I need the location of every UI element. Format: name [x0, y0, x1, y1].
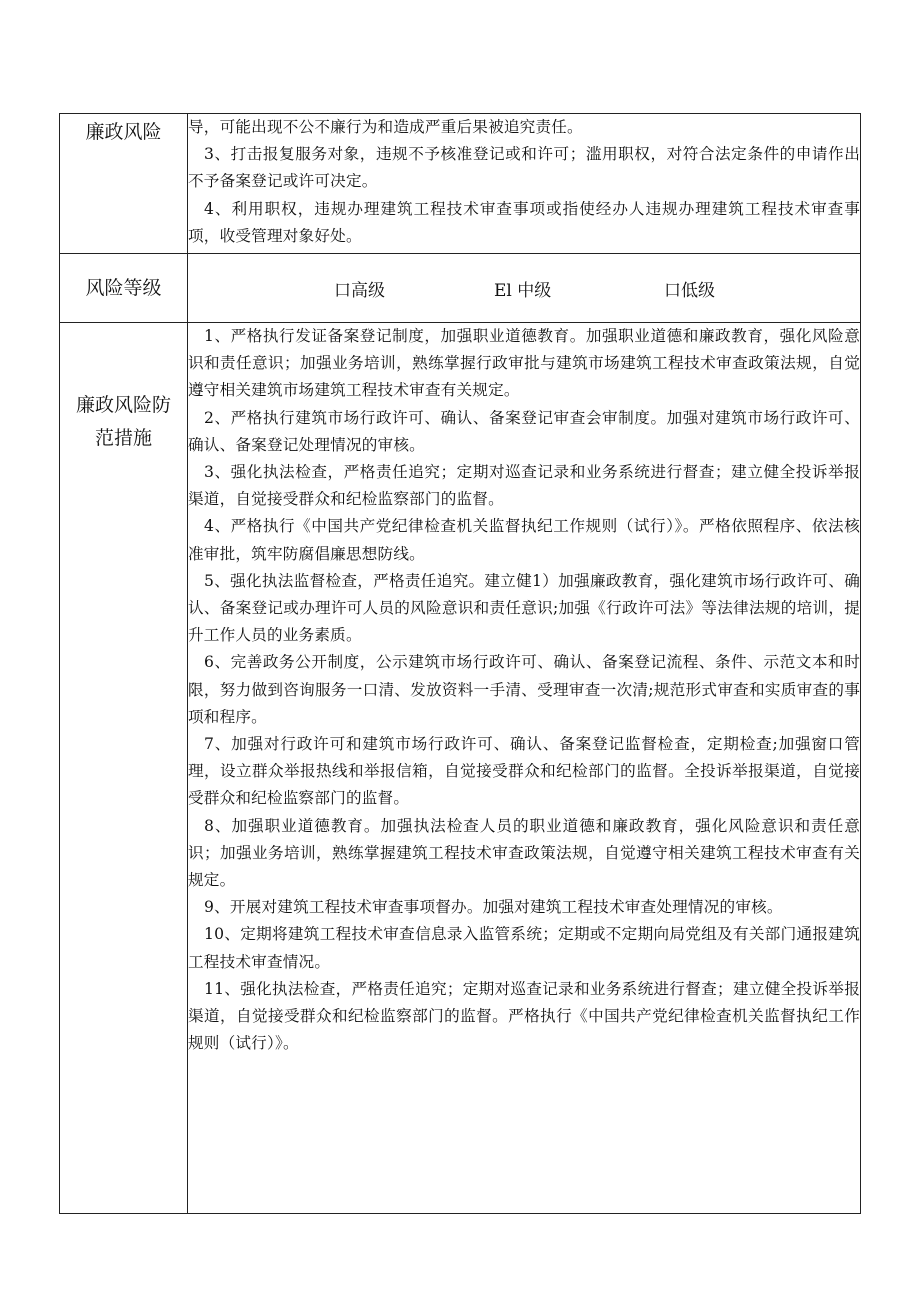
- measure-paragraph: 10、定期将建筑工程技术审查信息录入监管系统；定期或不定期向局党组及有关部门通报建筑工程技术审查情况。: [188, 925, 860, 971]
- measure-paragraph: 4、严格执行《中国共产党纪律检查机关监督执纪工作规则（试行）》。严格依照程序、依法核准审批，筑牢防腐倡廉思想防线。: [188, 517, 860, 563]
- measure-paragraph: 9、开展对建筑工程技术审查事项督办。加强对建筑工程技术审查处理情况的审核。: [204, 898, 783, 917]
- measures-row: [60, 323, 861, 1214]
- level-options-cell: [188, 254, 861, 323]
- measure-paragraph: 2、严格执行建筑市场行政许可、确认、备案登记审查会审制度。加强对建筑市场行政许可、确认、备案登记处理情况的审核。: [188, 408, 860, 454]
- measure-paragraph: 11、强化执法检查，严格责任追究；定期对巡查记录和业务系统进行督查；建立健全投诉举报渠道，自觉接受群众和纪检监察部门的监督。严格执行《中国共产党纪律检查机关监督执纪工作规则（试行）》。: [188, 979, 860, 1053]
- level-row: [60, 254, 861, 323]
- risk-table: [59, 113, 861, 1214]
- risk-paragraph: 导，可能出现不公不廉行为和造成严重后果被追究责任。: [188, 118, 583, 136]
- risk-content-cell: [188, 114, 861, 254]
- risk-row: [60, 114, 861, 254]
- measure-paragraph: 6、完善政务公开制度，公示建筑市场行政许可、确认、备案登记流程、条件、示范文本和时限，努力做到咨询服务一口清、发放资料一手清、受理审查一次清;规范形式审查和实质审查的事项和程序。: [188, 653, 860, 726]
- risk-paragraph: 3、打击报复服务对象，违规不予核准登记或和许可；滥用职权，对符合法定条件的申请作出不予备案登记或许可决定。: [188, 145, 860, 191]
- level-option-high[interactable]: 口高级: [334, 280, 385, 301]
- measure-paragraph: 5、强化执法监督检查，严格责任追究。建立健1）加强廉政教育，强化建筑市场行政许可、确认、备案登记或办理许可人员的风险意识和责任意识;加强《行政许可法》等法律法规的培训，提升工作人员的业务素质。: [188, 571, 860, 645]
- level-label-cell: [60, 254, 188, 323]
- measures-content-cell: [188, 323, 861, 1214]
- risk-label: 廉政风险: [85, 121, 162, 143]
- measure-paragraph: 3、强化执法检查，严格责任追究；定期对巡查记录和业务系统进行督查；建立健全投诉举报渠道，自觉接受群众和纪检监察部门的监督。: [188, 463, 860, 509]
- measures-label-line: 范措施: [94, 427, 152, 449]
- level-label: 风险等级: [85, 276, 162, 299]
- level-option-medium[interactable]: El 中级: [494, 280, 552, 301]
- measures-label: [60, 323, 187, 455]
- level-option-low[interactable]: 口低级: [664, 280, 715, 301]
- measure-paragraph: 8、加强职业道德教育。加强执法检查人员的职业道德和廉政教育，强化风险意识和责任意识；加强业务培训，熟练掌握建筑工程技术审查政策法规，自觉遵守相关建筑工程技术审查有关规定。: [188, 816, 860, 890]
- measures-label-line: 廉政风险防: [75, 394, 171, 416]
- measure-paragraph: 1、严格执行发证备案登记制度，加强职业道德教育。加强职业道德和廉政教育，强化风险意识和责任意识；加强业务培训，熟练掌握行政审批与建筑市场建筑工程技术审查政策法规，自觉遵守相关建筑市场建筑工程技术审查有关规定。: [188, 327, 860, 400]
- risk-paragraph: 4、利用职权，违规办理建筑工程技术审查事项或指使经办人违规办理建筑工程技术审查事项，收受管理对象好处。: [188, 199, 860, 245]
- risk-label-cell: [60, 114, 188, 254]
- level-options: [188, 276, 860, 301]
- measure-paragraph: 7、加强对行政许可和建筑市场行政许可、确认、备案登记监督检查，定期检查;加强窗口管理，设立群众举报热线和举报信箱，自觉接受群众和纪检部门的监督。全投诉举报渠道，自觉接受群众和纪检监察部门的监督。: [188, 735, 860, 808]
- measures-label-cell: [60, 323, 188, 1214]
